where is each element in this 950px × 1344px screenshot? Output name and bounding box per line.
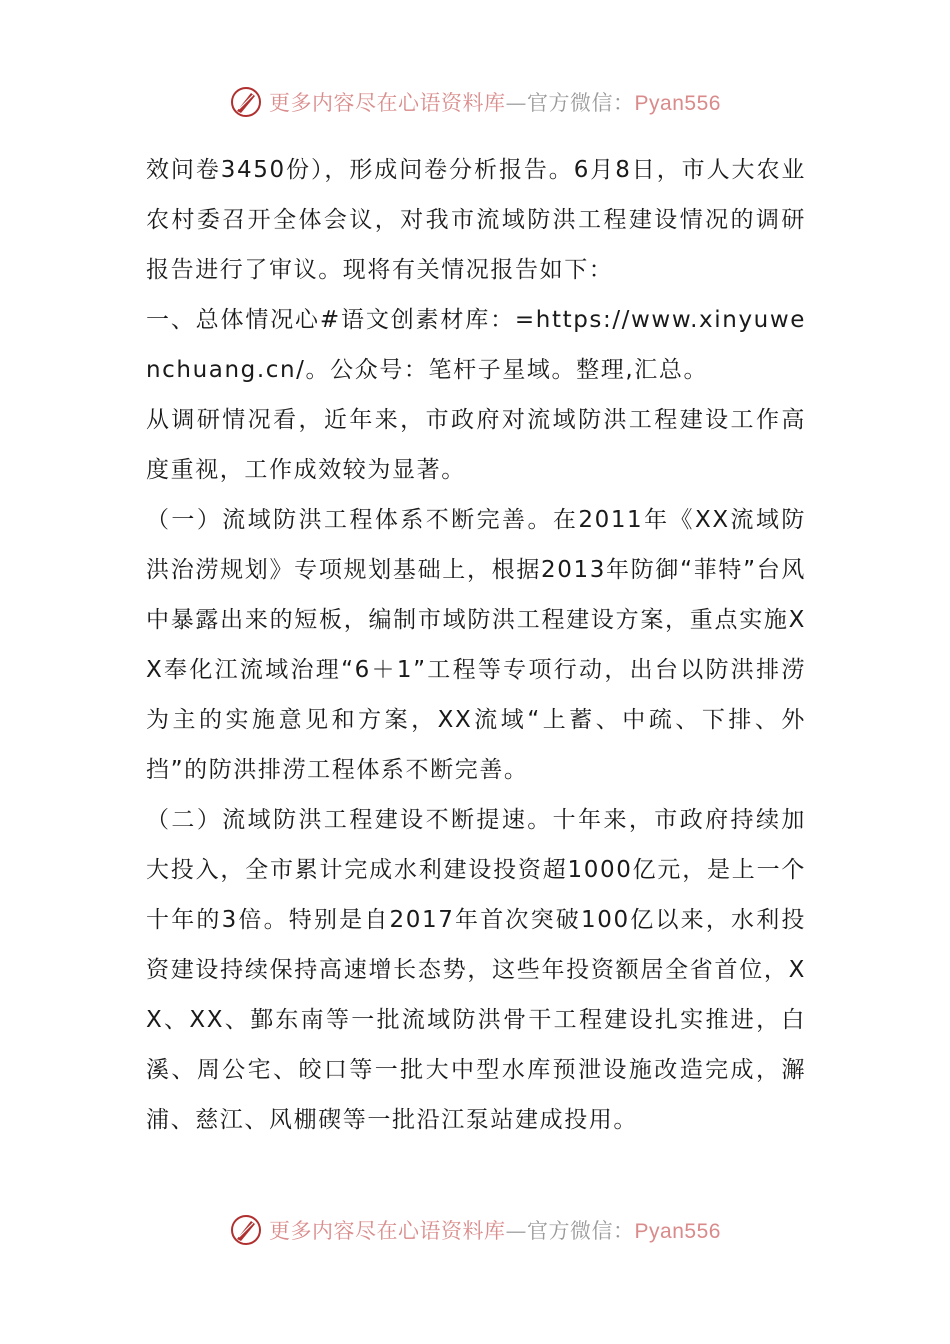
promo-wechat-label: 官方微信： — [527, 1219, 635, 1243]
promo-site-name: 更多内容尽在心语资料库 — [269, 1219, 506, 1243]
paragraph-construction-speedup: （二）流域防洪工程建设不断提速。十年来，市政府持续加大投入，全市累计完成水利建设投资超1000亿元，是上一个十年的3倍。特别是自2017年首次突破100亿以来，水利投资建设持续保持高速增长态势，这些年投资额居全省首位，XX、XX、鄞东南等一批流域防洪骨干工程建设扎实推进，白溪、周公宅、皎口等一批大中型水库预泄设施改造完成，澥浦、慈江、风棚碶等一批沿江泵站建成投用。 — [146, 807, 806, 1133]
promo-wechat-id: Pyan556 — [634, 1220, 721, 1243]
header-promo-banner — [0, 82, 950, 122]
promo-text — [269, 87, 721, 117]
paragraph-system-improvement: （一）流域防洪工程体系不断完善。在2011年《XX流域防洪治涝规划》专项规划基础上，根据2013年防御“菲特”台风中暴露出来的短板，编制市域防洪工程建设方案，重点实施XX奉化江流域治理“6＋1”工程等专项行动，出台以防洪排涝为主的实施意见和方案，XX流域“上蓄、中疏、下排、外挡”的防洪排涝工程体系不断完善。 — [146, 507, 806, 783]
paragraph-survey-intro: 效问卷3450份），形成问卷分析报告。6月8日，市人大农业农村委召开全体会议，对我市流域防洪工程建设情况的调研报告进行了审议。现将有关情况报告如下： — [146, 157, 806, 283]
document-body — [146, 145, 806, 1145]
paragraph-overview-summary: 从调研情况看，近年来，市政府对流域防洪工程建设工作高度重视，工作成效较为显著。 — [146, 407, 806, 483]
section-heading-overview: 一、总体情况心#语文创素材库：=https://www.xinyuwenchuang.cn/。公众号：笔杆子星域。整理,汇总。 — [146, 307, 806, 383]
pen-leaf-logo-icon — [229, 1213, 263, 1247]
footer-promo-banner — [0, 1210, 950, 1250]
pen-leaf-logo-icon — [229, 85, 263, 119]
promo-wechat-id: Pyan556 — [634, 92, 721, 115]
promo-dash: — — [505, 91, 528, 115]
promo-text — [269, 1215, 721, 1245]
promo-wechat-label: 官方微信： — [527, 91, 635, 115]
promo-site-name: 更多内容尽在心语资料库 — [269, 91, 506, 115]
promo-dash: — — [505, 1219, 528, 1243]
